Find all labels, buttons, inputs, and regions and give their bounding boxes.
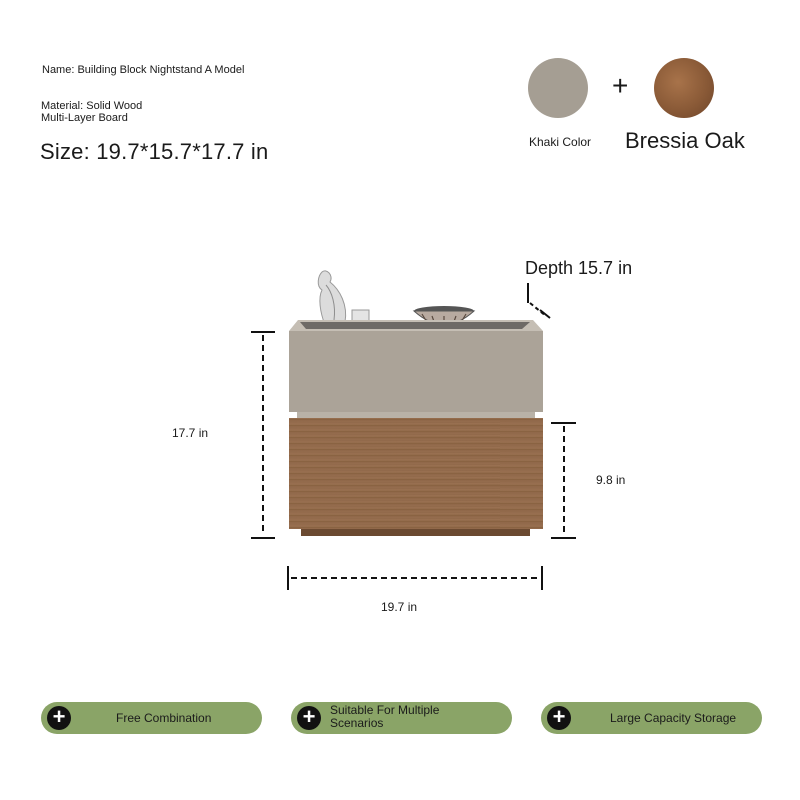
khaki-top-cabinet [289, 320, 543, 418]
depth-label: Depth 15.7 in [525, 258, 633, 278]
plus-icon: + [297, 706, 321, 730]
depth-dimension-line [528, 283, 550, 318]
drawer-height-label: 9.8 in [596, 473, 626, 487]
plus-sign: + [612, 70, 629, 101]
drawer-dimension-line [551, 423, 576, 538]
feature-free-combination [41, 702, 262, 734]
material-line-1: Material: Solid Wood [41, 100, 143, 112]
product-name: Name: Building Block Nightstand A Model [42, 64, 245, 76]
material-line-2: Multi-Layer Board [41, 112, 128, 124]
vase-decor-icon [318, 271, 369, 328]
plus-icon: + [47, 706, 71, 730]
khaki-color-label: Khaki Color [529, 135, 592, 149]
feature-label: Free Combination [116, 711, 212, 725]
oak-drawer [289, 418, 543, 536]
height-label: 17.7 in [172, 426, 209, 440]
width-dimension-line [288, 566, 542, 590]
feature-label [330, 704, 439, 730]
feature-large-capacity-storage [541, 702, 762, 734]
height-dimension-line [251, 332, 275, 538]
feature-label-line-1: Suitable For Multiple [330, 703, 440, 717]
plus-icon: + [547, 706, 571, 730]
feature-multiple-scenarios [291, 702, 512, 734]
feature-label: Large Capacity Storage [610, 711, 737, 725]
product-size: Size: 19.7*15.7*17.7 in [40, 139, 269, 164]
feature-label-line-2: Scenarios [330, 716, 384, 730]
width-label: 19.7 in [381, 600, 418, 614]
bressia-oak-label: Bressia Oak [625, 128, 745, 153]
